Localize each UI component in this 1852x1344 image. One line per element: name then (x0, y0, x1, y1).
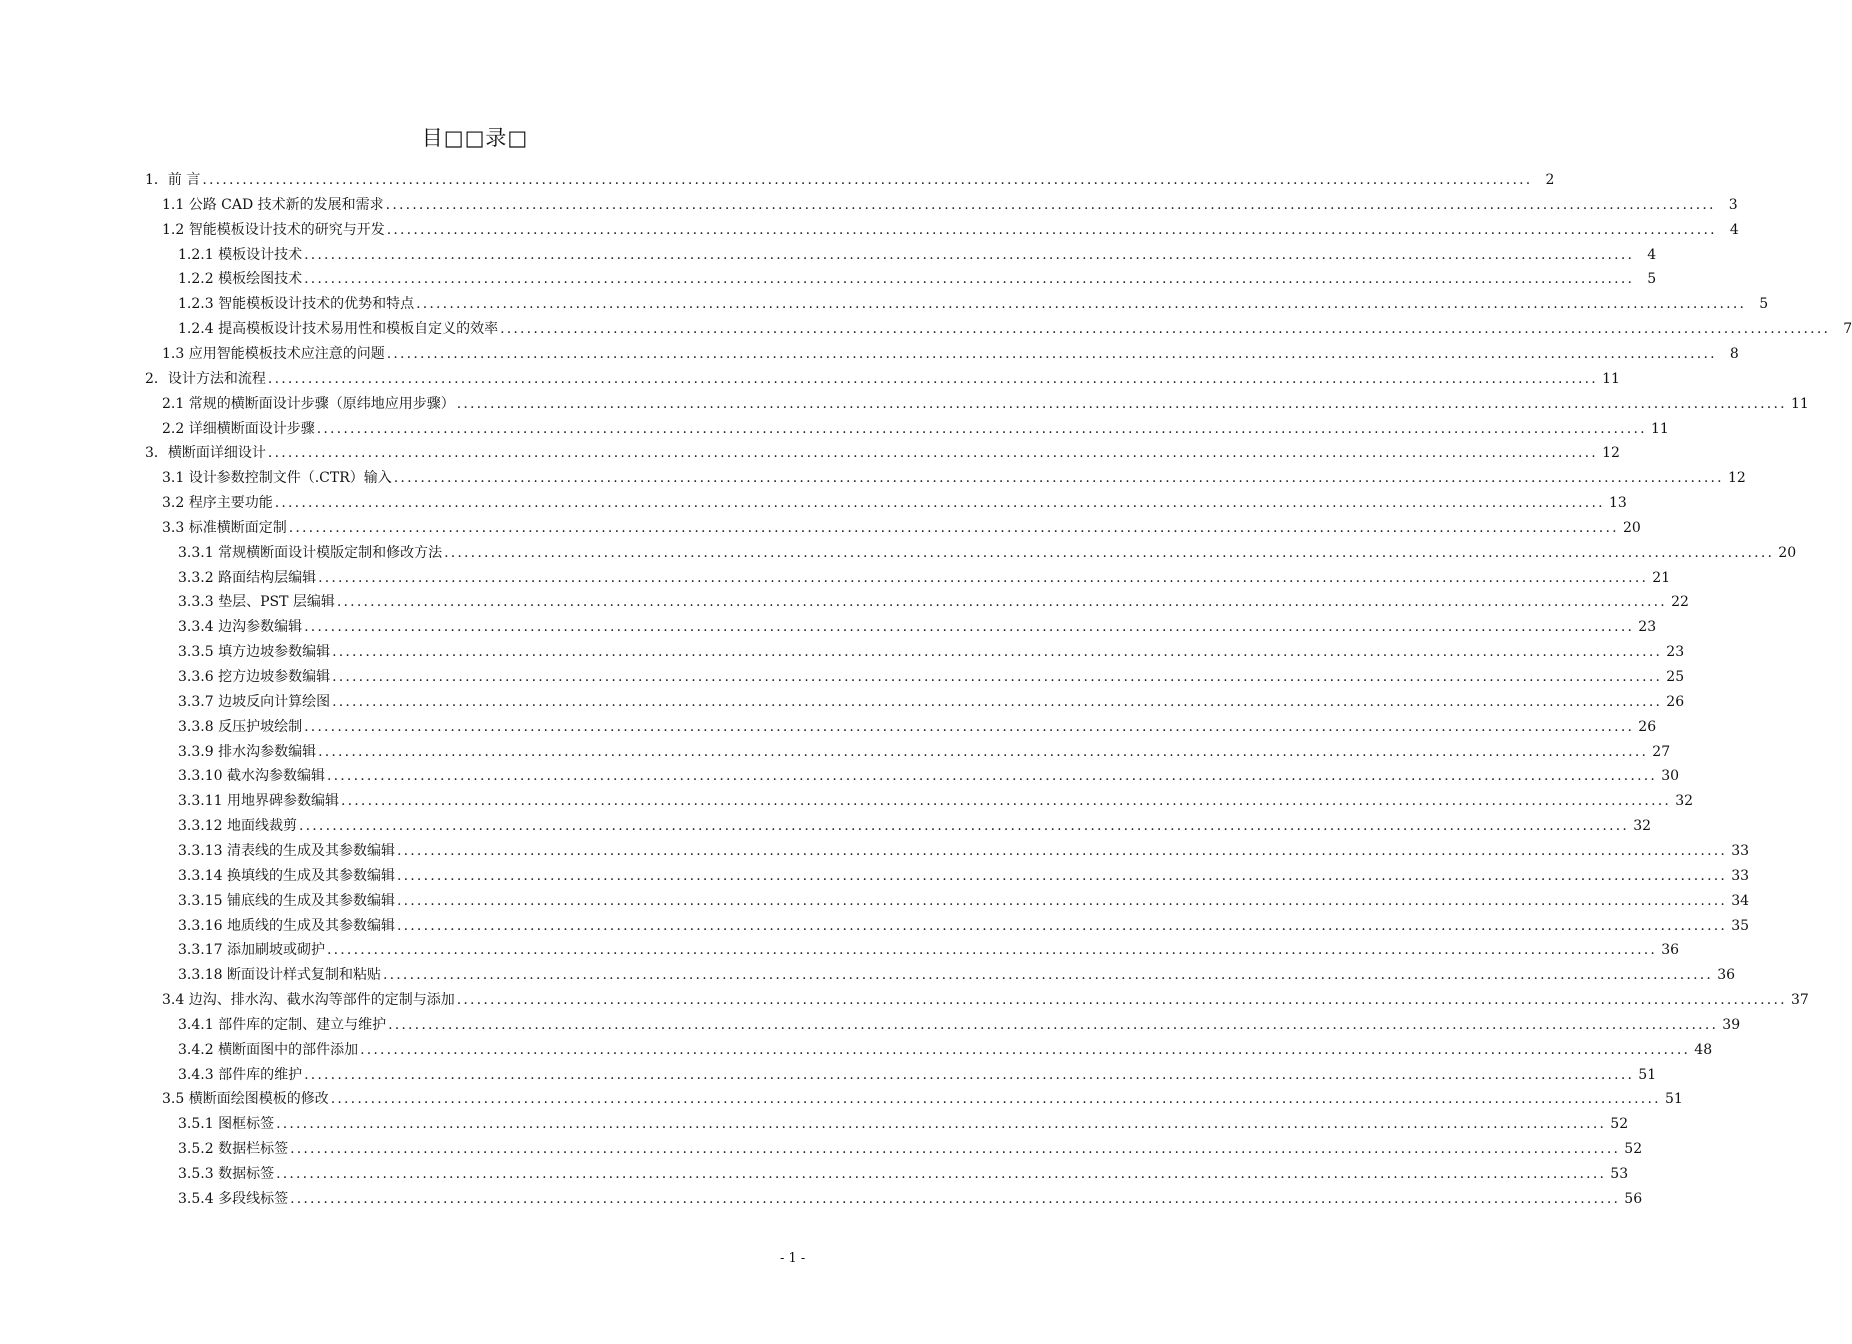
toc-entry-page: 12 (1727, 470, 1746, 487)
toc-leader-dots: ........................................................................................................................................................................................................ (396, 867, 1728, 884)
toc-entry[interactable] (178, 889, 1750, 911)
toc-leader-dots: ........................................................................................................................................................................................................ (330, 1091, 1661, 1108)
toc-entry-page: 56 (1624, 1190, 1643, 1207)
toc-entry[interactable] (178, 740, 1671, 762)
toc-entry-page: 21 (1652, 569, 1671, 586)
toc-entry-page: 26 (1638, 718, 1657, 735)
toc-entry-label: 3.5.3 数据标签 (178, 1166, 275, 1182)
toc-entry-page: 35 (1731, 917, 1750, 934)
toc-entry[interactable] (178, 665, 1685, 687)
toc-leader-dots: ........................................................................................................................................................................................................ (340, 793, 1672, 810)
toc-entry-label: 3.5.2 数据栏标签 (178, 1141, 289, 1158)
toc-leader-dots: ........................................................................................................................................................................................................ (326, 942, 1658, 959)
toc-leader-dots: ........................................................................................................................................................................................................ (456, 992, 1787, 1009)
toc-entry[interactable] (178, 267, 1657, 289)
toc-entry-label: 3.3.18 断面设计样式复制和粘贴 (178, 967, 381, 984)
toc-entry-label: 3.3.14 换填线的生成及其参数编辑 (178, 867, 395, 884)
toc-entry-page: 11 (1790, 395, 1809, 412)
toc-entry[interactable] (178, 640, 1685, 662)
toc-entry-page: 51 (1664, 1091, 1683, 1108)
toc-entry-page: 11 (1602, 370, 1620, 387)
toc-leader-dots: ........................................................................................................................................................................................................ (316, 420, 1647, 437)
toc-leader-dots: ........................................................................................................................................................................................................ (396, 917, 1728, 934)
toc-entry-page: 27 (1652, 743, 1671, 760)
toc-leader-dots: ........................................................................................................................................................................................................ (396, 842, 1728, 859)
toc-entry[interactable] (178, 1013, 1741, 1035)
toc-entry-label: 2.2 详细横断面设计步骤 (162, 420, 315, 437)
toc-entry[interactable] (178, 690, 1685, 712)
toc-leader-dots: ........................................................................................................................................................................................................ (304, 1066, 1635, 1083)
toc-entry[interactable] (162, 491, 1627, 513)
toc-entry-page: 2 (1545, 172, 1555, 188)
toc-entry-label: 3.3.3 垫层、PST 层编辑 (178, 594, 335, 611)
toc-leader-dots: ........................................................................................................................................................................................................ (456, 395, 1787, 412)
toc-entry-page: 32 (1675, 793, 1694, 810)
toc-entry-label: 1.2.4 提高模板设计技术易用性和模板自定义的效率 (178, 321, 499, 338)
toc-entry-page: 22 (1671, 594, 1689, 611)
toc-entry[interactable] (178, 1162, 1629, 1184)
toc-entry[interactable] (178, 814, 1652, 836)
toc-entry-page: 5 (1647, 271, 1657, 288)
toc-entry-label: 3.1 设计参数控制文件（.CTR）输入 (162, 470, 392, 487)
toc-leader-dots: ........................................................................................................................................................................................................ (332, 644, 1663, 661)
toc-entry-label: 3.3.9 排水沟参数编辑 (178, 743, 317, 760)
toc-leader-dots: ........................................................................................................................................................................................................ (276, 1166, 1607, 1182)
toc-entry-page: 5 (1759, 296, 1769, 313)
toc-entry[interactable] (162, 516, 1641, 538)
toc-entry-page: 11 (1650, 420, 1669, 437)
toc-entry-page: 23 (1638, 619, 1657, 636)
toc-entry-label: 3.5.1 图框标签 (178, 1116, 275, 1133)
toc-entry[interactable] (178, 243, 1657, 265)
toc-leader-dots: ........................................................................................................................................................................................................ (444, 544, 1775, 561)
toc-entry[interactable] (178, 590, 1689, 612)
toc-entry[interactable] (162, 193, 1738, 215)
toc-entry-page: 4 (1647, 246, 1657, 263)
toc-entry-page: 32 (1633, 818, 1652, 835)
toc-entry-label: 3.3.6 挖方边坡参数编辑 (178, 669, 331, 685)
toc-entry[interactable] (162, 417, 1669, 439)
toc-leader-dots: ........................................................................................................................................................................................................ (202, 172, 1533, 188)
toc-entry-label: 1．前 言 (145, 172, 201, 188)
toc-leader-dots: ........................................................................................................................................................................................................ (332, 693, 1663, 710)
toc-entry[interactable] (178, 1112, 1629, 1134)
toc-entry-label: 3.3.16 地质线的生成及其参数编辑 (178, 917, 395, 934)
toc-entry-label: 3.4.1 部件库的定制、建立与维护 (178, 1016, 387, 1033)
toc-entry-label: 1.2.2 模板绘图技术 (178, 271, 303, 288)
toc-entry[interactable] (178, 764, 1680, 786)
toc-entry[interactable] (162, 218, 1739, 240)
toc-entry[interactable] (178, 317, 1852, 339)
toc-entry[interactable] (178, 1187, 1643, 1209)
toc-entry[interactable] (162, 988, 1809, 1010)
toc-leader-dots: ........................................................................................................................................................................................................ (318, 743, 1649, 760)
toc-leader-dots: ........................................................................................................................................................................................................ (416, 296, 1747, 313)
toc-entry[interactable] (178, 864, 1750, 886)
toc-entry-page: 52 (1610, 1116, 1629, 1133)
toc-entry[interactable] (178, 1063, 1657, 1085)
toc-entry-label: 3.5 横断面绘图模板的修改 (162, 1091, 329, 1108)
toc-entry[interactable] (145, 441, 1620, 463)
toc-leader-dots: ........................................................................................................................................................................................................ (290, 1190, 1621, 1207)
page-number-footer: - 1 - (780, 1251, 806, 1266)
toc-entry[interactable] (178, 938, 1680, 960)
toc-entry-page: 33 (1731, 842, 1750, 859)
toc-entry-label: 3.3.7 边坡反向计算绘图 (178, 693, 331, 710)
toc-leader-dots: ........................................................................................................................................................................................................ (276, 1116, 1607, 1133)
toc-entry-page: 30 (1661, 768, 1680, 785)
toc-entry[interactable] (178, 1038, 1713, 1060)
toc-leader-dots: ........................................................................................................................................................................................................ (386, 345, 1717, 362)
toc-entry-label: 3.3.12 地面线裁剪 (178, 818, 297, 835)
toc-entry-label: 1.2.1 模板设计技术 (178, 246, 303, 263)
toc-entry-label: 1.3 应用智能模板技术应注意的问题 (162, 345, 385, 362)
toc-entry[interactable] (145, 168, 1555, 190)
toc-entry[interactable] (178, 1137, 1643, 1159)
toc-leader-dots: ........................................................................................................................................................................................................ (326, 768, 1658, 785)
toc-entry-page: 3 (1728, 196, 1738, 213)
toc-entry-label: 3.3.11 用地界碑参数编辑 (178, 793, 339, 810)
toc-leader-dots: ........................................................................................................................................................................................................ (388, 1016, 1719, 1033)
toc-entry-label: 1.2.3 智能模板设计技术的优势和特点 (178, 296, 415, 313)
toc-entry-label: 3.3.4 边沟参数编辑 (178, 619, 303, 636)
toc-entry-page: 39 (1722, 1016, 1741, 1033)
page-title: 目□□录□ (421, 126, 529, 150)
toc-entry-page: 26 (1666, 693, 1685, 710)
toc-entry-label: 3.3.15 铺底线的生成及其参数编辑 (178, 892, 395, 909)
toc-entry-label: 3.3.13 清表线的生成及其参数编辑 (178, 842, 395, 859)
toc-entry-page: 13 (1608, 495, 1627, 512)
toc-entry[interactable] (145, 367, 1620, 389)
toc-entry-page: 34 (1731, 892, 1750, 909)
toc-entry[interactable] (178, 715, 1657, 737)
toc-leader-dots: ........................................................................................................................................................................................................ (304, 619, 1635, 636)
toc-leader-dots: ........................................................................................................................................................................................................ (298, 818, 1630, 835)
toc-entry-page: 20 (1622, 519, 1641, 536)
toc-entry[interactable] (178, 963, 1736, 985)
toc-entry-page: 23 (1666, 644, 1685, 661)
toc-leader-dots: ........................................................................................................................................................................................................ (318, 569, 1649, 586)
toc-entry-page: 36 (1717, 967, 1736, 984)
toc-entry-page: 51 (1638, 1066, 1657, 1083)
toc-entry[interactable] (162, 466, 1746, 488)
toc-leader-dots: ........................................................................................................................................................................................................ (304, 271, 1635, 288)
toc-leader-dots: ........................................................................................................................................................................................................ (332, 669, 1663, 685)
toc-entry-label: 3.4.3 部件库的维护 (178, 1066, 303, 1083)
toc-entry-label: 3.4.2 横断面图中的部件添加 (178, 1041, 359, 1058)
toc-leader-dots: ........................................................................................................................................................................................................ (385, 196, 1716, 213)
toc-entry-label: 1.2 智能模板设计技术的研究与开发 (162, 221, 385, 238)
toc-entry-label: 3.3.2 路面结构层编辑 (178, 569, 317, 586)
toc-leader-dots: ........................................................................................................................................................................................................ (396, 892, 1728, 909)
toc-entry-label: 3.5.4 多段线标签 (178, 1190, 289, 1207)
toc-entry-label: 3.3 标准横断面定制 (162, 519, 287, 536)
toc-entry-label: 3.3.5 填方边坡参数编辑 (178, 644, 331, 661)
toc-leader-dots: ........................................................................................................................................................................................................ (267, 370, 1598, 387)
toc-entry-label: 3.2 程序主要功能 (162, 495, 273, 512)
toc-entry-label: 3.3.1 常规横断面设计模版定制和修改方法 (178, 544, 443, 561)
toc-entry-page: 12 (1602, 445, 1620, 462)
toc-entry-page: 8 (1729, 345, 1739, 362)
toc-entry-label: 3.3.8 反压护坡绘制 (178, 718, 303, 735)
toc-entry-page: 53 (1610, 1166, 1629, 1182)
toc-entry-label: 2.1 常规的横断面设计步骤（原纬地应用步骤） (162, 395, 455, 412)
toc-entry[interactable] (178, 914, 1750, 936)
toc-leader-dots: ........................................................................................................................................................................................................ (393, 470, 1724, 487)
toc-entry-page: 33 (1731, 867, 1750, 884)
toc-entry[interactable] (162, 1087, 1683, 1109)
toc-entry-page: 4 (1729, 221, 1739, 238)
toc-entry[interactable] (178, 615, 1657, 637)
toc-leader-dots: ........................................................................................................................................................................................................ (304, 718, 1635, 735)
toc-entry-page: 20 (1778, 544, 1797, 561)
toc-entry-label: 1.1 公路 CAD 技术新的发展和需求 (162, 196, 384, 213)
toc-leader-dots: ........................................................................................................................................................................................................ (336, 594, 1667, 611)
toc-entry-label: 3.3.17 添加刷坡或砌护 (178, 942, 325, 959)
toc-leader-dots: ........................................................................................................................................................................................................ (304, 246, 1635, 263)
toc-entry-page: 25 (1666, 669, 1685, 685)
toc-entry-label: 3．横断面详细设计 (145, 445, 266, 462)
toc-leader-dots: ........................................................................................................................................................................................................ (382, 967, 1714, 984)
toc-leader-dots: ........................................................................................................................................................................................................ (500, 321, 1831, 338)
toc-entry[interactable] (178, 789, 1694, 811)
toc-entry[interactable] (178, 292, 1769, 314)
toc-entry[interactable] (178, 541, 1797, 563)
toc-entry-label: 2．设计方法和流程 (145, 370, 266, 387)
toc-entry[interactable] (178, 839, 1750, 861)
toc-leader-dots: ........................................................................................................................................................................................................ (386, 221, 1717, 238)
toc-entry[interactable] (162, 342, 1739, 364)
toc-entry-page: 37 (1790, 992, 1809, 1009)
toc-leader-dots: ........................................................................................................................................................................................................ (360, 1041, 1691, 1058)
toc-entry-label: 3.4 边沟、排水沟、截水沟等部件的定制与添加 (162, 992, 455, 1009)
toc-entry[interactable] (178, 566, 1671, 588)
toc-entry-page: 52 (1624, 1141, 1643, 1158)
toc-leader-dots: ........................................................................................................................................................................................................ (267, 445, 1598, 462)
toc-entry-page: 36 (1661, 942, 1680, 959)
toc-leader-dots: ........................................................................................................................................................................................................ (290, 1141, 1621, 1158)
toc-leader-dots: ........................................................................................................................................................................................................ (288, 519, 1619, 536)
toc-leader-dots: ........................................................................................................................................................................................................ (274, 495, 1605, 512)
toc-entry-label: 3.3.10 截水沟参数编辑 (178, 768, 325, 785)
toc-entry[interactable] (162, 392, 1809, 414)
toc-entry-page: 48 (1694, 1041, 1713, 1058)
toc-entry-page: 7 (1843, 321, 1852, 338)
